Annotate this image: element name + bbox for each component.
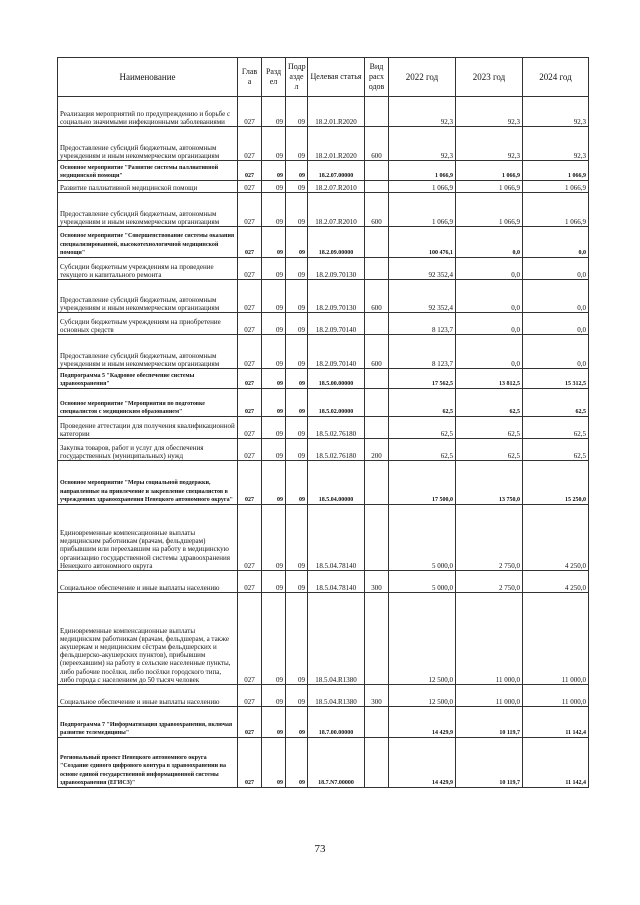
cell-vid — [365, 461, 389, 505]
table-row — [58, 369, 589, 389]
cell-statya: 18.5.02.76180 — [308, 439, 365, 461]
cell-2022: 12 500,0 — [389, 593, 456, 685]
cell-glava: 027 — [238, 258, 262, 280]
cell-razdel: 09 — [262, 571, 286, 593]
cell-glava: 027 — [238, 389, 262, 417]
cell-name: Предоставление субсидий бюджетным, автономным учреждениям и иным некоммерческим организациям — [58, 280, 238, 313]
cell-2022: 62,5 — [389, 439, 456, 461]
cell-name: Основное мероприятие "Совершенствование системы оказания специализированной, высокотехнологичной медицинской помощи" — [58, 227, 238, 258]
cell-podrazdel: 09 — [286, 707, 308, 738]
cell-name: Предоставление субсидий бюджетным, автономным учреждениям и иным некоммерческим организациям — [58, 127, 238, 161]
cell-podrazdel: 09 — [286, 461, 308, 505]
column-header-2024: 2024 год — [523, 58, 589, 97]
cell-statya: 18.2.01.R2020 — [308, 97, 365, 127]
cell-statya: 18.2.07.R2010 — [308, 193, 365, 227]
cell-statya: 18.5.00.00000 — [308, 369, 365, 389]
cell-2023: 62,5 — [456, 389, 523, 417]
cell-2022: 14 429,9 — [389, 738, 456, 788]
column-header-statya: Целевая статья — [308, 58, 365, 97]
cell-razdel: 09 — [262, 685, 286, 707]
cell-2023: 0,0 — [456, 227, 523, 258]
cell-2024: 15 250,0 — [523, 461, 589, 505]
cell-2023: 62,5 — [456, 439, 523, 461]
cell-2022: 5 000,0 — [389, 571, 456, 593]
cell-2024: 0,0 — [523, 313, 589, 335]
cell-razdel: 09 — [262, 461, 286, 505]
cell-2023: 1 066,9 — [456, 193, 523, 227]
cell-podrazdel: 09 — [286, 505, 308, 571]
table-row — [58, 97, 589, 127]
cell-name: Реализация мероприятий по предупреждению и борьбе с социально значимыми инфекционными заболеваниями — [58, 97, 238, 127]
cell-statya: 18.5.02.76180 — [308, 417, 365, 439]
cell-podrazdel: 09 — [286, 181, 308, 193]
cell-2024: 1 066,9 — [523, 161, 589, 181]
cell-2022: 1 066,9 — [389, 193, 456, 227]
cell-razdel: 09 — [262, 193, 286, 227]
cell-2022: 92,3 — [389, 127, 456, 161]
cell-podrazdel: 09 — [286, 593, 308, 685]
cell-2023: 62,5 — [456, 417, 523, 439]
table-row — [58, 313, 589, 335]
cell-podrazdel: 09 — [286, 389, 308, 417]
cell-name: Предоставление субсидий бюджетным, автономным учреждениям и иным некоммерческим организациям — [58, 193, 238, 227]
cell-razdel: 09 — [262, 127, 286, 161]
cell-vid — [365, 97, 389, 127]
cell-vid: 600 — [365, 335, 389, 369]
cell-2024: 0,0 — [523, 227, 589, 258]
cell-vid — [365, 161, 389, 181]
table-body — [58, 97, 589, 788]
cell-glava: 027 — [238, 593, 262, 685]
cell-glava: 027 — [238, 313, 262, 335]
cell-name: Проведение аттестации для получения квалификационной категории — [58, 417, 238, 439]
cell-2023: 2 750,0 — [456, 505, 523, 571]
cell-2023: 11 000,0 — [456, 685, 523, 707]
cell-2023: 2 750,0 — [456, 571, 523, 593]
cell-podrazdel: 09 — [286, 258, 308, 280]
cell-2023: 1 066,9 — [456, 161, 523, 181]
cell-2024: 92,3 — [523, 127, 589, 161]
cell-2023: 10 119,7 — [456, 707, 523, 738]
cell-statya: 18.5.04.78140 — [308, 505, 365, 571]
cell-razdel: 09 — [262, 161, 286, 181]
column-header-2023: 2023 год — [456, 58, 523, 97]
cell-razdel: 09 — [262, 593, 286, 685]
table-row — [58, 161, 589, 181]
table-row — [58, 258, 589, 280]
cell-name: Социальное обеспечение и иные выплаты населению — [58, 685, 238, 707]
cell-statya: 18.7.N7.00000 — [308, 738, 365, 788]
cell-2022: 62,5 — [389, 389, 456, 417]
cell-2024: 0,0 — [523, 258, 589, 280]
cell-glava: 027 — [238, 369, 262, 389]
cell-2024: 92,3 — [523, 97, 589, 127]
cell-2024: 62,5 — [523, 439, 589, 461]
table-row — [58, 127, 589, 161]
cell-2022: 1 066,9 — [389, 181, 456, 193]
cell-vid — [365, 389, 389, 417]
table-row — [58, 571, 589, 593]
cell-statya: 18.7.00.00000 — [308, 707, 365, 738]
cell-podrazdel: 09 — [286, 313, 308, 335]
column-header-razdel: Разд ел — [262, 58, 286, 97]
cell-podrazdel: 09 — [286, 227, 308, 258]
cell-2022: 8 123,7 — [389, 313, 456, 335]
column-header-glava: Глав а — [238, 58, 262, 97]
cell-statya: 18.2.09.70140 — [308, 313, 365, 335]
cell-glava: 027 — [238, 97, 262, 127]
cell-statya: 18.2.09.00000 — [308, 227, 365, 258]
cell-vid: 600 — [365, 280, 389, 313]
cell-2022: 92 352,4 — [389, 258, 456, 280]
table-row — [58, 685, 589, 707]
cell-statya: 18.5.04.00000 — [308, 461, 365, 505]
cell-glava: 027 — [238, 707, 262, 738]
cell-statya: 18.5.04.R1380 — [308, 685, 365, 707]
cell-glava: 027 — [238, 161, 262, 181]
cell-glava: 027 — [238, 505, 262, 571]
cell-glava: 027 — [238, 738, 262, 788]
cell-2024: 11 142,4 — [523, 707, 589, 738]
cell-2024: 0,0 — [523, 335, 589, 369]
cell-name: Подпрограмма 7 "Информатизация здравоохранения, включая развитие телемедицины" — [58, 707, 238, 738]
cell-2023: 13 750,0 — [456, 461, 523, 505]
cell-razdel: 09 — [262, 439, 286, 461]
cell-2022: 5 000,0 — [389, 505, 456, 571]
cell-podrazdel: 09 — [286, 417, 308, 439]
cell-vid — [365, 738, 389, 788]
table-row — [58, 335, 589, 369]
cell-2022: 92,3 — [389, 97, 456, 127]
cell-2024: 4 250,0 — [523, 571, 589, 593]
cell-name: Подпрограмма 5 "Кадровое обеспечение системы здравоохранения" — [58, 369, 238, 389]
cell-vid — [365, 313, 389, 335]
cell-name: Предоставление субсидий бюджетным, автономным учреждениям и иным некоммерческим организациям — [58, 335, 238, 369]
cell-vid: 600 — [365, 127, 389, 161]
cell-vid — [365, 707, 389, 738]
cell-razdel: 09 — [262, 335, 286, 369]
column-header-podrazdel: Подр азде л — [286, 58, 308, 97]
cell-glava: 027 — [238, 181, 262, 193]
cell-vid: 200 — [365, 439, 389, 461]
cell-2024: 15 312,5 — [523, 369, 589, 389]
cell-2024: 1 066,9 — [523, 193, 589, 227]
cell-name: Единовременные компенсационные выплаты медицинским работникам (врачам, фельдшерам) прибывшим или переехавшим на работу в медицинскую организацию государственной системы здравоохранения Ненецкого автономного округа — [58, 505, 238, 571]
cell-vid — [365, 369, 389, 389]
cell-statya: 18.2.09.70140 — [308, 335, 365, 369]
cell-podrazdel: 09 — [286, 193, 308, 227]
cell-2024: 4 250,0 — [523, 505, 589, 571]
cell-2022: 14 429,9 — [389, 707, 456, 738]
cell-2022: 8 123,7 — [389, 335, 456, 369]
cell-2023: 92,3 — [456, 127, 523, 161]
cell-2023: 10 119,7 — [456, 738, 523, 788]
cell-razdel: 09 — [262, 227, 286, 258]
cell-name: Основное мероприятие "Мероприятия по подготовке специалистов с медицинским образованием" — [58, 389, 238, 417]
cell-2023: 0,0 — [456, 335, 523, 369]
table-row — [58, 738, 589, 788]
cell-statya: 18.5.04.78140 — [308, 571, 365, 593]
cell-podrazdel: 09 — [286, 161, 308, 181]
cell-vid — [365, 227, 389, 258]
cell-podrazdel: 09 — [286, 335, 308, 369]
cell-2022: 92 352,4 — [389, 280, 456, 313]
cell-statya: 18.5.04.R1380 — [308, 593, 365, 685]
cell-2023: 11 000,0 — [456, 593, 523, 685]
cell-vid — [365, 417, 389, 439]
cell-razdel: 09 — [262, 258, 286, 280]
cell-glava: 027 — [238, 335, 262, 369]
cell-glava: 027 — [238, 227, 262, 258]
cell-name: Субсидии бюджетным учреждениям на проведение текущего и капитального ремонта — [58, 258, 238, 280]
cell-2022: 17 500,0 — [389, 461, 456, 505]
cell-vid — [365, 505, 389, 571]
cell-2024: 62,5 — [523, 389, 589, 417]
cell-2022: 100 476,1 — [389, 227, 456, 258]
cell-podrazdel: 09 — [286, 127, 308, 161]
cell-razdel: 09 — [262, 280, 286, 313]
cell-statya: 18.2.09.70130 — [308, 280, 365, 313]
cell-2023: 13 812,5 — [456, 369, 523, 389]
cell-vid: 300 — [365, 571, 389, 593]
cell-podrazdel: 09 — [286, 571, 308, 593]
cell-statya: 18.5.02.00000 — [308, 389, 365, 417]
column-header-name: Наименование — [58, 58, 238, 97]
cell-glava: 027 — [238, 127, 262, 161]
cell-2023: 1 066,9 — [456, 181, 523, 193]
table-header-row — [58, 58, 589, 97]
cell-razdel: 09 — [262, 369, 286, 389]
cell-2022: 12 500,0 — [389, 685, 456, 707]
cell-2024: 11 142,4 — [523, 738, 589, 788]
cell-2022: 1 066,9 — [389, 161, 456, 181]
cell-2024: 62,5 — [523, 417, 589, 439]
table-row — [58, 593, 589, 685]
cell-glava: 027 — [238, 439, 262, 461]
cell-name: Субсидии бюджетным учреждениям на приобретение основных средств — [58, 313, 238, 335]
table-row — [58, 193, 589, 227]
table-row — [58, 181, 589, 193]
cell-name: Развитие паллиативной медицинской помощи — [58, 181, 238, 193]
cell-name: Социальное обеспечение и иные выплаты населению — [58, 571, 238, 593]
cell-razdel: 09 — [262, 505, 286, 571]
cell-2022: 17 562,5 — [389, 369, 456, 389]
cell-razdel: 09 — [262, 738, 286, 788]
cell-glava: 027 — [238, 461, 262, 505]
cell-podrazdel: 09 — [286, 439, 308, 461]
cell-name: Основное мероприятие "Меры социальной поддержки, направленные на привлечение и закрепление специалистов в учреждениях здравоохранения Ненецкого автономного округа" — [58, 461, 238, 505]
column-header-vid: Вид расх одов — [365, 58, 389, 97]
cell-2023: 92,3 — [456, 97, 523, 127]
cell-name: Единовременные компенсационные выплаты медицинским работникам (врачам, фельдшерам, а также акушеркам и медицинским сёстрам фельдшерских и фельдшерско-акушерских пунктов), прибывшим (переехавшим) на работу в сельские населенные пункты, либо рабочие посёлки, либо посёлки городского типа, либо города с населением до 50 тысяч человек — [58, 593, 238, 685]
cell-name: Региональный проект Ненецкого автономного округа "Создание единого цифрового контура в здравоохранении на основе единой государственной информационной системы здравоохранения (ЕГИСЗ)" — [58, 738, 238, 788]
cell-podrazdel: 09 — [286, 369, 308, 389]
cell-podrazdel: 09 — [286, 738, 308, 788]
cell-2023: 0,0 — [456, 258, 523, 280]
table-row — [58, 227, 589, 258]
cell-razdel: 09 — [262, 97, 286, 127]
cell-2024: 1 066,9 — [523, 181, 589, 193]
cell-2022: 62,5 — [389, 417, 456, 439]
cell-glava: 027 — [238, 193, 262, 227]
cell-razdel: 09 — [262, 417, 286, 439]
cell-vid: 300 — [365, 685, 389, 707]
cell-vid — [365, 258, 389, 280]
cell-2024: 11 000,0 — [523, 593, 589, 685]
table-row — [58, 505, 589, 571]
cell-2023: 0,0 — [456, 280, 523, 313]
table-row — [58, 417, 589, 439]
cell-razdel: 09 — [262, 313, 286, 335]
cell-statya: 18.2.07.R2010 — [308, 181, 365, 193]
cell-statya: 18.2.07.00000 — [308, 161, 365, 181]
table-row — [58, 707, 589, 738]
cell-2024: 11 000,0 — [523, 685, 589, 707]
cell-glava: 027 — [238, 571, 262, 593]
cell-podrazdel: 09 — [286, 97, 308, 127]
table-row — [58, 280, 589, 313]
table-row — [58, 461, 589, 505]
cell-vid: 600 — [365, 193, 389, 227]
cell-statya: 18.2.01.R2020 — [308, 127, 365, 161]
cell-2023: 0,0 — [456, 313, 523, 335]
page-number: 73 — [314, 843, 326, 855]
cell-podrazdel: 09 — [286, 280, 308, 313]
cell-statya: 18.2.09.70130 — [308, 258, 365, 280]
cell-name: Основное мероприятие "Развитие системы паллиативной медицинской помощи" — [58, 161, 238, 181]
cell-vid — [365, 593, 389, 685]
cell-glava: 027 — [238, 417, 262, 439]
cell-glava: 027 — [238, 280, 262, 313]
cell-vid — [365, 181, 389, 193]
column-header-2022: 2022 год — [389, 58, 456, 97]
cell-2024: 0,0 — [523, 280, 589, 313]
table-row — [58, 389, 589, 417]
cell-glava: 027 — [238, 685, 262, 707]
table-row — [58, 439, 589, 461]
cell-podrazdel: 09 — [286, 685, 308, 707]
cell-razdel: 09 — [262, 181, 286, 193]
cell-name: Закупка товаров, работ и услуг для обеспечения государственных (муниципальных) нужд — [58, 439, 238, 461]
budget-table — [57, 57, 589, 788]
cell-razdel: 09 — [262, 707, 286, 738]
cell-razdel: 09 — [262, 389, 286, 417]
